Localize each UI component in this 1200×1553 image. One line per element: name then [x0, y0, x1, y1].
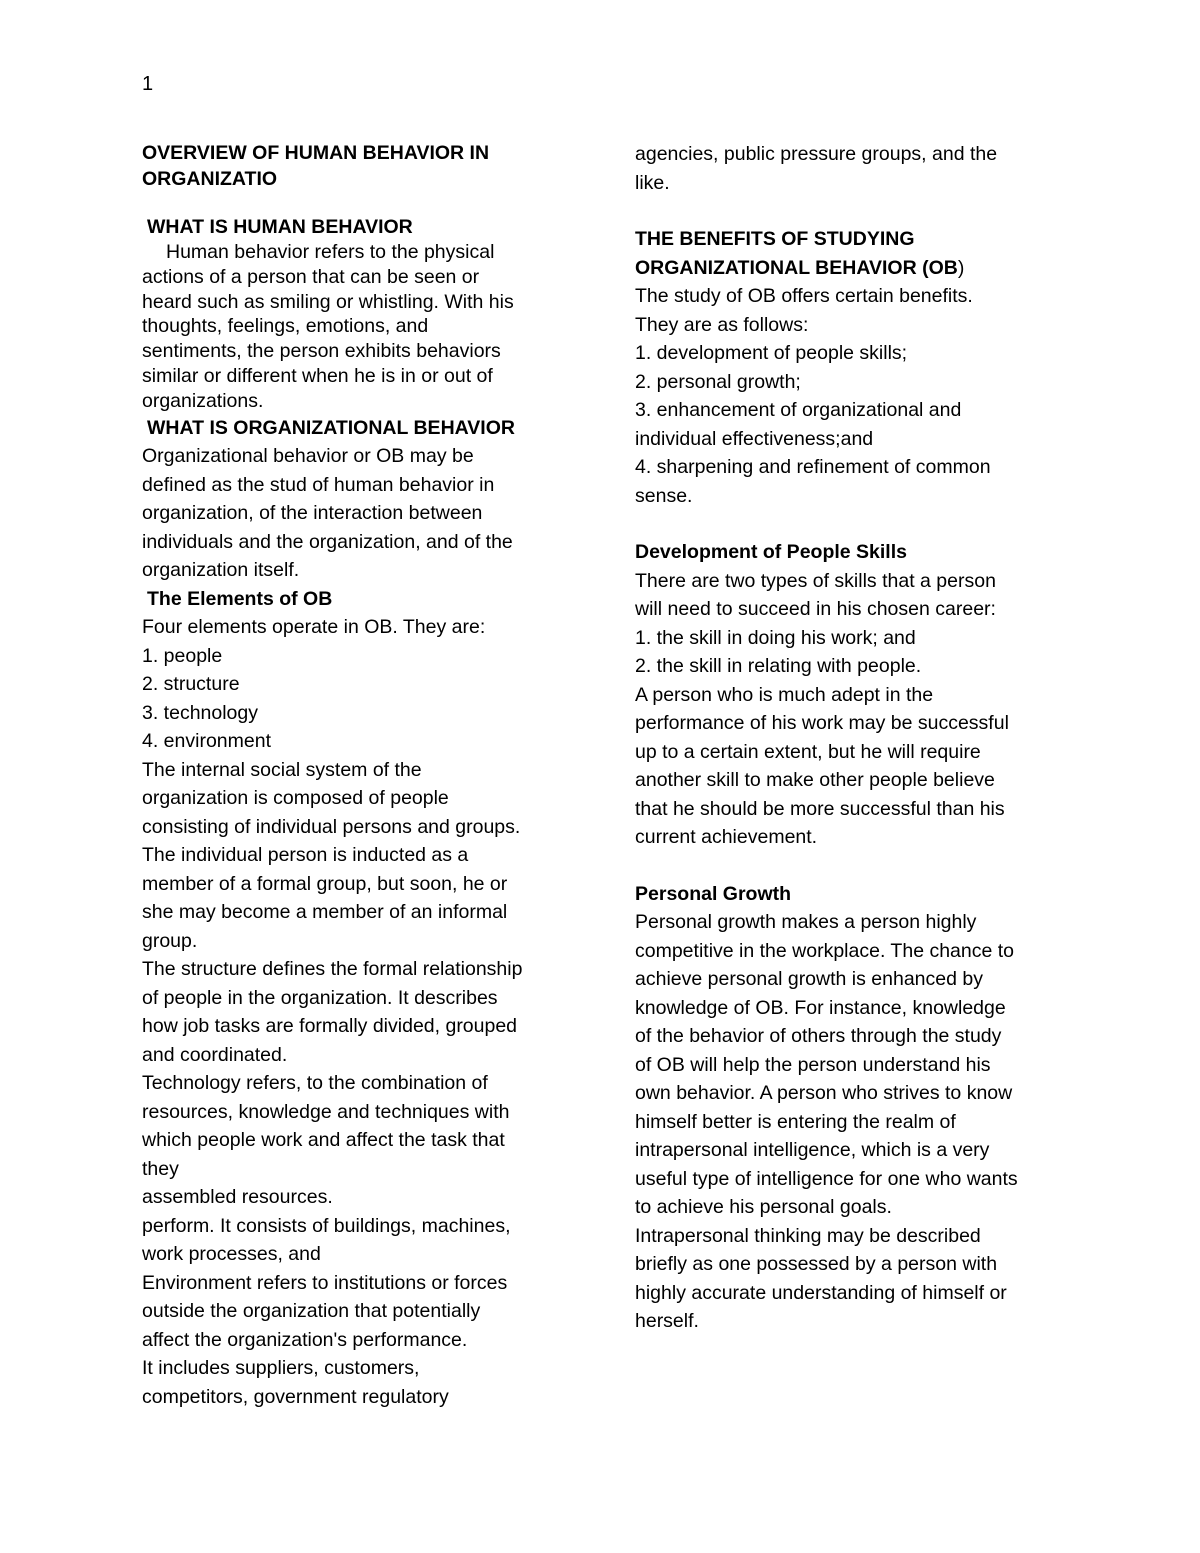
heading-elements: The Elements of OB	[147, 587, 333, 610]
paragraph-line: agencies, public pressure groups, and the	[635, 143, 998, 165]
list-item: 4. sharpening and refinement of common	[635, 456, 991, 478]
paragraph-line: The internal social system of the	[142, 758, 422, 781]
paragraph-line: she may become a member of an informal	[142, 901, 508, 924]
heading-line-bold: ORGANIZATIONAL BEHAVIOR (OB	[635, 256, 958, 279]
continuation-paragraph	[635, 140, 1075, 197]
paragraph-line: briefly as one possessed by a person with	[635, 1253, 998, 1275]
org-behavior-paragraph	[142, 442, 582, 585]
paragraph-line: herself.	[635, 1310, 699, 1332]
list-item: 2. structure	[142, 673, 240, 696]
paragraph-line: competitive in the workplace. The chance to	[635, 939, 1015, 962]
paragraph-line: similar or different when he is in or out of	[142, 364, 493, 387]
paragraph-line: The individual person is inducted as a	[142, 844, 469, 867]
paragraph-line: It includes suppliers, customers,	[142, 1357, 420, 1380]
paragraph-line: affect the organization's performance.	[142, 1328, 468, 1351]
paragraph-line: they	[142, 1157, 179, 1180]
paragraph-line: knowledge of OB. For instance, knowledge	[635, 996, 1006, 1019]
paragraph-line: The study of OB offers certain benefits.	[635, 285, 973, 307]
paragraph-line: how job tasks are formally divided, grouped	[142, 1015, 518, 1038]
paragraph-line: own behavior. A person who strives to know	[635, 1082, 1013, 1104]
page-number: 1	[142, 73, 154, 95]
paragraph-line: actions of a person that can be seen or	[142, 265, 480, 288]
paragraph-line: Personal growth makes a person highly	[635, 911, 977, 933]
list-item: 1. the skill in doing his work; and	[635, 626, 916, 649]
paragraph-line: individuals and the organization, and of the	[142, 530, 513, 553]
paragraph-line: organization, of the interaction between	[142, 502, 483, 525]
paragraph-line: of the behavior of others through the study	[635, 1025, 1002, 1047]
paragraph-line: intrapersonal intelligence, which is a very	[635, 1139, 990, 1161]
list-item: 4. environment	[142, 730, 271, 753]
paragraph-line: will need to succeed in his chosen career:	[635, 598, 996, 620]
paragraph-line: up to a certain extent, but he will require	[635, 740, 981, 763]
paragraph-line: of people in the organization. It describes	[142, 986, 498, 1009]
paragraph-line: thoughts, feelings, emotions, and	[142, 315, 429, 338]
paragraph-line: Organizational behavior or OB may be	[142, 445, 474, 468]
document-title	[142, 140, 582, 192]
paragraph-line: A person who is much adept in the	[635, 683, 934, 706]
personal-growth-paragraph	[635, 908, 1075, 1336]
paragraph-line: useful type of intelligence for one who wants	[635, 1167, 1018, 1190]
list-item: 1. people	[142, 644, 223, 667]
paragraph-line: of OB will help the person understand his	[635, 1053, 991, 1076]
paragraph-line: achieve personal growth is enhanced by	[635, 968, 983, 990]
title-line: OVERVIEW OF HUMAN BEHAVIOR IN	[142, 142, 490, 164]
heading-personal-growth: Personal Growth	[635, 882, 792, 905]
paragraph-line: and coordinated.	[142, 1043, 288, 1066]
paragraph-line: current achievement.	[635, 826, 818, 848]
paragraph-line: which people work and affect the task that	[142, 1129, 505, 1152]
paragraph-line: They are as follows:	[635, 313, 809, 336]
heading-line: THE BENEFITS OF STUDYING	[635, 228, 915, 250]
paragraph-line: group.	[142, 929, 198, 952]
heading-human-behavior: WHAT IS HUMAN BEHAVIOR	[147, 216, 413, 238]
paragraph-line: organization is composed of people	[142, 787, 449, 810]
right-column	[635, 140, 1075, 1336]
paragraph-line: Technology refers, to the combination of	[142, 1072, 488, 1095]
paragraph-line: organizations.	[142, 389, 264, 412]
paragraph-line: another skill to make other people believe	[635, 769, 995, 791]
heading-benefits	[635, 225, 1075, 282]
list-item: sense.	[635, 484, 693, 507]
benefits-paragraph	[635, 282, 1075, 510]
paragraph-line: assembled resources.	[142, 1186, 333, 1209]
paragraph-line: outside the organization that potentially	[142, 1300, 481, 1323]
paragraph-line: performance of his work may be successful	[635, 712, 1009, 734]
paragraph-line: highly accurate understanding of himself or	[635, 1281, 1007, 1304]
list-item: 1. development of people skills;	[635, 342, 908, 364]
heading-org-behavior: WHAT IS ORGANIZATIONAL BEHAVIOR	[147, 416, 515, 439]
heading-line	[635, 254, 1075, 283]
paragraph-line: Four elements operate in OB. They are:	[142, 616, 486, 639]
paragraph-line: to achieve his personal goals.	[635, 1196, 892, 1218]
paragraph-line: sentiments, the person exhibits behaviors	[142, 340, 501, 363]
paragraph-line: competitors, government regulatory	[142, 1385, 449, 1408]
paragraph-line: perform. It consists of buildings, machines,	[142, 1214, 511, 1237]
elements-paragraph	[142, 613, 582, 1411]
paragraph-line: that he should be more successful than his	[635, 797, 1005, 820]
paragraph-line: work processes, and	[142, 1243, 321, 1266]
paragraph-line: heard such as smiling or whistling. With his	[142, 290, 514, 313]
list-item: 3. technology	[142, 701, 259, 724]
paragraph-line: like.	[635, 171, 670, 194]
paragraph-line: The structure defines the formal relationship	[142, 958, 523, 981]
paragraph-line: resources, knowledge and techniques with	[142, 1100, 510, 1123]
heading-line-suffix: )	[957, 256, 965, 279]
paragraph-line: There are two types of skills that a person	[635, 569, 996, 592]
list-item: 3. enhancement of organizational and	[635, 399, 962, 421]
paragraph-line: defined as the stud of human behavior in	[142, 473, 495, 496]
heading-people-skills: Development of People Skills	[635, 541, 907, 563]
human-behavior-paragraph	[142, 240, 582, 414]
paragraph-line: organization itself.	[142, 559, 300, 582]
paragraph-line: Human behavior refers to the physical	[166, 241, 495, 263]
list-item: 2. the skill in relating with people.	[635, 655, 922, 677]
paragraph-line: Environment refers to institutions or forces	[142, 1271, 508, 1294]
paragraph-line: consisting of individual persons and groups.	[142, 815, 521, 838]
paragraph-line: Intrapersonal thinking may be described	[635, 1224, 981, 1247]
paragraph-line: himself better is entering the realm of	[635, 1110, 956, 1133]
list-item: 2. personal growth;	[635, 370, 801, 393]
paragraph-line: member of a formal group, but soon, he or	[142, 872, 508, 895]
left-column	[142, 140, 582, 1411]
people-skills-paragraph	[635, 567, 1075, 852]
list-item: individual effectiveness;and	[635, 427, 874, 450]
title-line: ORGANIZATIO	[142, 168, 278, 190]
